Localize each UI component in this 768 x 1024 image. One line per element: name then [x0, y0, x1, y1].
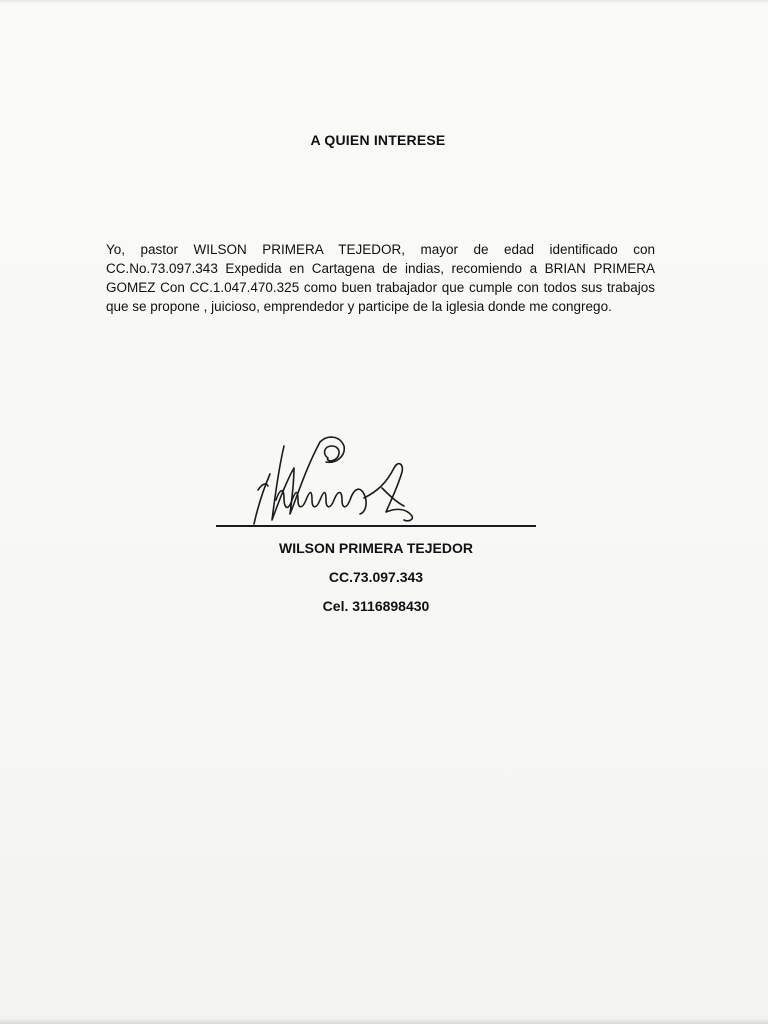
- scan-top-edge: [0, 0, 768, 4]
- scan-bottom-edge: [0, 1018, 768, 1024]
- signer-name: WILSON PRIMERA TEJEDOR: [279, 540, 473, 556]
- letter-title: A QUIEN INTERESE: [310, 132, 446, 148]
- letter-body: Yo, pastor WILSON PRIMERA TEJEDOR, mayor de edad identificado con CC.No.73.097.343 Expedida en Cartagena de indias, recomiendo a BRIAN PRIMERA GOMEZ Con CC.1.047.470.325 como buen trabajador que cumple con todos sus trabajos que se propone , juicioso, emprendedor y participe de la iglesia donde me congrego.: [106, 242, 655, 314]
- signature-line: [216, 525, 536, 527]
- handwritten-signature: [236, 428, 426, 528]
- signer-phone: Cel. 3116898430: [322, 598, 430, 614]
- signer-id: CC.73.097.343: [328, 569, 424, 585]
